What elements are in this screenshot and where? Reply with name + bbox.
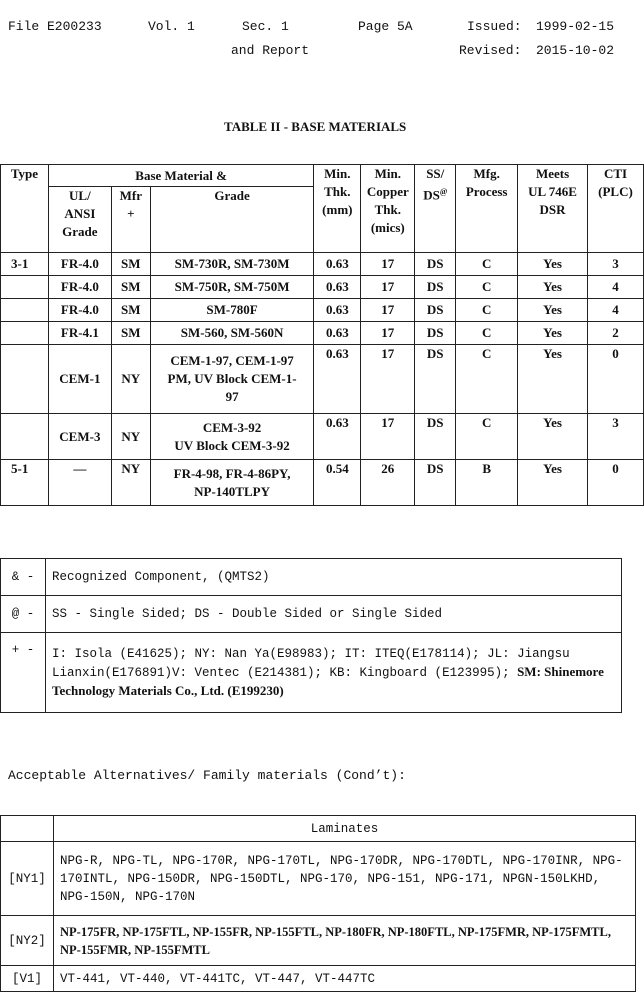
col-ss-ds-header: SS/ DS@ [415,165,456,253]
cell-grade: CEM-1-97, CEM-1-97 PM, UV Block CEM-1- 97 [150,345,314,414]
laminate-key: [NY1] [1,842,54,916]
revised-date: 2015-10-02 [536,43,615,58]
cell-ss: DS [415,276,456,299]
cell-meets: Yes [518,414,588,460]
alternatives-title: Acceptable Alternatives/ Family materials (Cond’t): [8,768,406,783]
cell-copper: 17 [361,253,415,276]
table-row [1,460,644,506]
footnote-text: SS - Single Sided; DS - Double Sided or Single Sided [46,596,622,633]
col-mfr-header: Mfr + [111,187,150,253]
col-min-thk-header: Min. Thk. (mm) [314,165,361,253]
section-subtitle: and Report [231,43,310,58]
cell-copper: 17 [361,299,415,322]
cell-meets: Yes [518,299,588,322]
cell-grade: FR-4-98, FR-4-86PY, NP-140TLPY [150,460,314,506]
file-number: File E200233 [8,19,102,34]
col-grade-header: Grade [150,187,314,253]
col-min-copper-header: Min. Copper Thk. (mics) [361,165,415,253]
laminate-list: VT-441, VT-440, VT-441TC, VT-447, VT-447TC [54,966,636,992]
cell-thk: 0.63 [314,253,361,276]
cell-mfg: C [456,253,518,276]
issued-label: Issued: [467,19,522,34]
cell-type [1,276,49,299]
issued-date: 1999-02-15 [536,19,615,34]
cell-copper: 17 [361,414,415,460]
footnote-row [1,596,622,633]
cell-grade: SM-560, SM-560N [150,322,314,345]
revised-label: Revised: [459,43,522,58]
cell-mfg: C [456,345,518,414]
laminate-key: [V1] [1,966,54,992]
laminate-row [1,842,636,916]
cell-ul: FR-4.1 [48,322,111,345]
laminate-row [1,916,636,966]
cell-cti: 2 [588,322,644,345]
cell-ss: DS [415,345,456,414]
table-row [1,322,644,345]
laminates-blank-cell [1,816,54,842]
cell-copper: 26 [361,460,415,506]
footnote-row [1,559,622,596]
cell-ss: DS [415,322,456,345]
cell-meets: Yes [518,253,588,276]
cell-type [1,299,49,322]
page-number: Page 5A [358,19,413,34]
table-row [1,345,644,414]
cell-mfg: C [456,322,518,345]
cell-cti: 0 [588,345,644,414]
cell-grade: SM-730R, SM-730M [150,253,314,276]
cell-cti: 4 [588,276,644,299]
cell-grade: SM-780F [150,299,314,322]
table-row [1,299,644,322]
cell-type: 3-1 [1,253,49,276]
laminate-list: NP-175FR, NP-175FTL, NP-155FR, NP-155FTL, NP-180FR, NP-180FTL, NP-175FMR, NP-175FMTL, NP-155FMR, NP-155FMTL [54,916,636,966]
footnote-key: @ - [1,596,46,633]
cell-copper: 17 [361,322,415,345]
cell-thk: 0.63 [314,345,361,414]
cell-meets: Yes [518,322,588,345]
cell-thk: 0.63 [314,414,361,460]
cell-ul: CEM-1 [48,345,111,414]
cell-copper: 17 [361,276,415,299]
cell-ul: FR-4.0 [48,299,111,322]
table-row [1,253,644,276]
cell-cti: 0 [588,460,644,506]
footnote-row [1,633,622,713]
cell-thk: 0.54 [314,460,361,506]
cell-ss: DS [415,299,456,322]
cell-thk: 0.63 [314,276,361,299]
laminate-list: NPG-R, NPG-TL, NPG-170R, NPG-170TL, NPG-170DR, NPG-170DTL, NPG-170INR, NPG-170INTL, NPG-150DR, NPG-150DTL, NPG-170, NPG-151, NPG-171, NPGN-150LKHD, NPG-150N, NPG-170N [54,842,636,916]
cell-cti: 3 [588,253,644,276]
footnote-key: + - [1,633,46,713]
laminates-header: Laminates [54,816,636,842]
col-cti-header: CTI (PLC) [588,165,644,253]
col-base-material-header: Base Material & [48,165,313,187]
cell-mfr: SM [111,299,150,322]
cell-type: 5-1 [1,460,49,506]
cell-type [1,345,49,414]
cell-thk: 0.63 [314,322,361,345]
col-mfg-header: Mfg. Process [456,165,518,253]
col-meets-header: Meets UL 746E DSR [518,165,588,253]
table-row [1,276,644,299]
cell-meets: Yes [518,460,588,506]
cell-ss: DS [415,460,456,506]
laminates-table [0,815,636,992]
col-type-header: Type [1,165,49,253]
cell-grade: SM-750R, SM-750M [150,276,314,299]
col-ul-ansi-header: UL/ ANSI Grade [48,187,111,253]
cell-mfr: NY [111,345,150,414]
cell-meets: Yes [518,345,588,414]
cell-mfr: SM [111,276,150,299]
cell-mfg: C [456,299,518,322]
footnote-text [46,633,622,713]
cell-thk: 0.63 [314,299,361,322]
manufacturer-list: I: Isola (E41625); NY: Nan Ya(E98983); IT: ITEQ(E178114); JL: Jiangsu Lianxin(E176891)V: Ventec (E214381); KB: Kingboard (E123995); [52,646,570,680]
cell-mfr: NY [111,460,150,506]
cell-mfr: NY [111,414,150,460]
footnote-text: Recognized Component, (QMTS2) [46,559,622,596]
cell-ss: DS [415,414,456,460]
footnote-key: & - [1,559,46,596]
laminate-row [1,966,636,992]
manufacturer-highlight: SM: Shinemore Technology Materials Co., Ltd. (E199230) [52,663,604,698]
cell-ul: — [48,460,111,506]
section: Sec. 1 [242,19,289,34]
cell-grade: CEM-3-92 UV Block CEM-3-92 [150,414,314,460]
cell-ss: DS [415,253,456,276]
cell-mfg: B [456,460,518,506]
volume: Vol. 1 [148,19,195,34]
table-title: TABLE II - BASE MATERIALS [224,119,407,134]
cell-copper: 17 [361,345,415,414]
cell-mfr: SM [111,253,150,276]
cell-type [1,414,49,460]
cell-mfr: SM [111,322,150,345]
footnotes-table [0,558,622,713]
base-materials-table [0,164,644,506]
cell-ul: CEM-3 [48,414,111,460]
cell-type [1,322,49,345]
cell-cti: 4 [588,299,644,322]
cell-ul: FR-4.0 [48,276,111,299]
cell-mfg: C [456,414,518,460]
cell-ul: FR-4.0 [48,253,111,276]
cell-cti: 3 [588,414,644,460]
cell-meets: Yes [518,276,588,299]
laminate-key: [NY2] [1,916,54,966]
table-row [1,414,644,460]
cell-mfg: C [456,276,518,299]
